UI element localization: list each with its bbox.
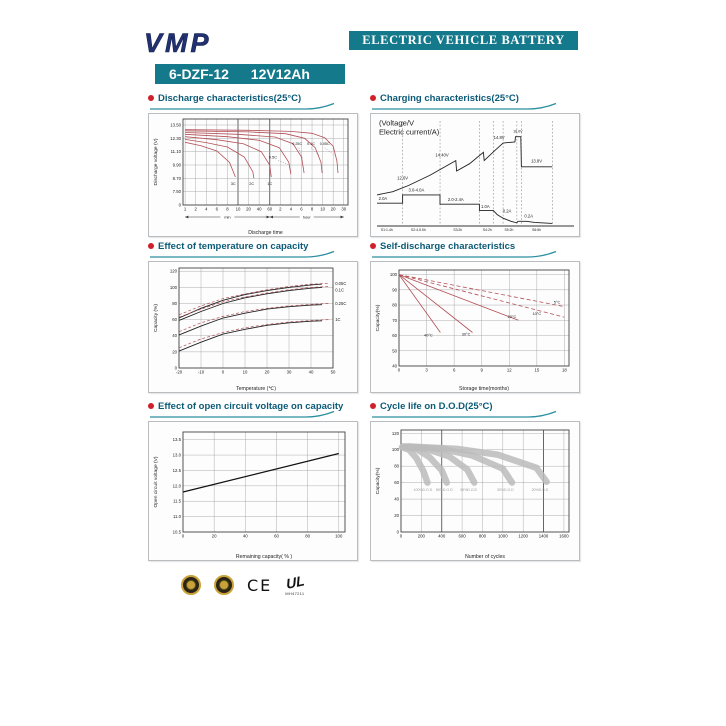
svg-text:20: 20 bbox=[330, 206, 336, 212]
svg-text:S5:2h: S5:2h bbox=[504, 228, 514, 232]
svg-text:80%D.O.D: 80%D.O.D bbox=[435, 487, 453, 492]
svg-text:3.0-4.0A: 3.0-4.0A bbox=[408, 187, 425, 193]
red-bullet-icon bbox=[148, 95, 154, 101]
svg-text:90: 90 bbox=[392, 287, 397, 293]
ce-mark-icon: CE bbox=[247, 575, 273, 595]
svg-text:100: 100 bbox=[389, 272, 397, 278]
certification-badges bbox=[181, 574, 304, 596]
section-header bbox=[148, 400, 358, 412]
iso-badge-2-icon bbox=[214, 575, 234, 595]
svg-text:1C: 1C bbox=[335, 317, 341, 323]
svg-text:10.5: 10.5 bbox=[172, 529, 181, 535]
svg-text:0: 0 bbox=[174, 365, 177, 371]
model-number: 6-DZF-12 bbox=[169, 66, 229, 82]
svg-text:0.05C: 0.05C bbox=[319, 142, 330, 146]
svg-text:0.1C: 0.1C bbox=[335, 287, 345, 293]
svg-text:1: 1 bbox=[183, 206, 187, 212]
svg-text:1600: 1600 bbox=[559, 533, 569, 539]
iso-badge-core-icon bbox=[219, 580, 229, 590]
svg-text:10°C: 10°C bbox=[532, 310, 542, 316]
panel-open-circuit-voltage bbox=[148, 400, 358, 561]
svg-text:60: 60 bbox=[267, 206, 273, 212]
svg-text:60: 60 bbox=[172, 317, 177, 323]
svg-text:9.90: 9.90 bbox=[172, 162, 181, 168]
svg-text:0: 0 bbox=[178, 202, 181, 208]
svg-text:12.6V: 12.6V bbox=[397, 175, 409, 181]
svg-text:30°C: 30°C bbox=[461, 331, 471, 337]
svg-text:0.05C: 0.05C bbox=[335, 280, 347, 286]
svg-text:13.8V: 13.8V bbox=[531, 158, 543, 164]
svg-text:S1:1-4h: S1:1-4h bbox=[380, 228, 393, 232]
chart-box bbox=[148, 113, 358, 237]
svg-text:5°C: 5°C bbox=[553, 299, 561, 305]
svg-text:100%D.O.D: 100%D.O.D bbox=[413, 487, 433, 492]
svg-text:11.10: 11.10 bbox=[170, 149, 181, 155]
svg-text:13.50: 13.50 bbox=[170, 122, 181, 128]
chart-box bbox=[148, 261, 358, 393]
svg-text:6: 6 bbox=[452, 367, 456, 373]
svg-text:(Voltage/V: (Voltage/V bbox=[378, 118, 415, 128]
iso-badge-icon bbox=[181, 575, 201, 595]
svg-text:60: 60 bbox=[394, 480, 399, 486]
svg-text:12: 12 bbox=[506, 367, 512, 373]
panel-temperature-capacity bbox=[148, 240, 358, 393]
svg-text:0.25C: 0.25C bbox=[292, 142, 303, 146]
svg-text:S4:2h: S4:2h bbox=[482, 228, 492, 232]
svg-text:Number of cycles: Number of cycles bbox=[464, 554, 506, 560]
svg-text:600: 600 bbox=[458, 533, 466, 539]
svg-text:13.5: 13.5 bbox=[172, 437, 181, 443]
section-title: Effect of temperature on capacity bbox=[158, 240, 309, 252]
svg-text:0: 0 bbox=[221, 369, 225, 375]
svg-text:20%D.O.D: 20%D.O.D bbox=[531, 487, 549, 492]
svg-text:0: 0 bbox=[397, 367, 401, 373]
svg-text:4: 4 bbox=[289, 206, 293, 212]
svg-text:40: 40 bbox=[256, 206, 262, 212]
svg-text:30: 30 bbox=[341, 206, 347, 212]
svg-text:7.50: 7.50 bbox=[172, 189, 181, 195]
ul-mark-wrap bbox=[285, 574, 304, 596]
svg-text:10: 10 bbox=[242, 369, 248, 375]
section-title: Discharge characteristics(25°C) bbox=[158, 92, 302, 104]
svg-text:60: 60 bbox=[274, 533, 279, 539]
svg-text:16.0V: 16.0V bbox=[513, 129, 523, 134]
svg-text:min: min bbox=[224, 214, 231, 220]
chart-box bbox=[148, 421, 358, 561]
svg-text:120: 120 bbox=[169, 268, 177, 274]
svg-text:0.1C: 0.1C bbox=[307, 142, 315, 146]
svg-text:0: 0 bbox=[399, 533, 403, 539]
chart-box bbox=[370, 261, 580, 393]
svg-text:Open circuit voltage (V): Open circuit voltage (V) bbox=[154, 456, 159, 508]
svg-text:50: 50 bbox=[392, 348, 397, 354]
svg-text:50%D.O.D: 50%D.O.D bbox=[460, 487, 478, 492]
section-title: Cycle life on D.O.D(25°C) bbox=[380, 400, 493, 412]
red-bullet-icon bbox=[148, 403, 154, 409]
svg-text:20: 20 bbox=[264, 369, 270, 375]
chart-box bbox=[370, 113, 580, 237]
svg-text:Storage time(months): Storage time(months) bbox=[459, 386, 509, 392]
svg-text:hour: hour bbox=[302, 214, 311, 220]
svg-text:0.25C: 0.25C bbox=[335, 301, 347, 307]
svg-text:2: 2 bbox=[279, 206, 282, 212]
svg-text:Capacity (%): Capacity (%) bbox=[154, 304, 159, 332]
svg-text:8: 8 bbox=[310, 206, 314, 212]
svg-text:12.5: 12.5 bbox=[172, 467, 181, 473]
open-circuit-voltage-chart bbox=[149, 422, 357, 560]
panel-self-discharge bbox=[370, 240, 580, 393]
svg-text:40: 40 bbox=[172, 333, 177, 339]
svg-text:1400: 1400 bbox=[538, 533, 549, 539]
panel-cycle-life bbox=[370, 400, 580, 561]
svg-text:Discharge voltage (V): Discharge voltage (V) bbox=[154, 138, 159, 186]
discharge-characteristics-chart bbox=[149, 114, 357, 236]
svg-text:80: 80 bbox=[172, 300, 177, 306]
red-bullet-icon bbox=[370, 243, 376, 249]
svg-text:8.70: 8.70 bbox=[172, 175, 181, 181]
svg-text:1C: 1C bbox=[267, 181, 273, 186]
svg-text:-10: -10 bbox=[197, 369, 205, 375]
svg-text:40: 40 bbox=[308, 369, 314, 375]
svg-text:6: 6 bbox=[215, 206, 219, 212]
svg-text:0.2A: 0.2A bbox=[502, 208, 512, 214]
cycle-life-chart bbox=[371, 422, 579, 560]
svg-text:1.0A: 1.0A bbox=[481, 203, 490, 209]
svg-text:12.0: 12.0 bbox=[172, 483, 181, 489]
svg-text:13.0: 13.0 bbox=[172, 452, 181, 458]
svg-text:Discharge time: Discharge time bbox=[248, 230, 283, 236]
svg-text:0: 0 bbox=[396, 529, 399, 535]
svg-text:20°C: 20°C bbox=[507, 314, 517, 319]
svg-text:10: 10 bbox=[235, 206, 241, 212]
svg-text:120: 120 bbox=[391, 430, 399, 436]
svg-text:400: 400 bbox=[438, 533, 446, 539]
svg-text:3: 3 bbox=[425, 367, 428, 373]
svg-text:30: 30 bbox=[286, 369, 292, 375]
svg-text:Remaining capacity( % ): Remaining capacity( % ) bbox=[235, 554, 293, 560]
svg-text:Capacity(%): Capacity(%) bbox=[376, 467, 381, 495]
svg-text:80: 80 bbox=[392, 302, 397, 308]
self-discharge-chart bbox=[371, 262, 579, 392]
svg-text:-20: -20 bbox=[175, 369, 183, 375]
svg-text:0.2A: 0.2A bbox=[524, 213, 534, 219]
svg-text:10: 10 bbox=[320, 206, 326, 212]
svg-text:800: 800 bbox=[478, 533, 487, 539]
svg-text:3C: 3C bbox=[230, 181, 236, 186]
red-bullet-icon bbox=[370, 403, 376, 409]
svg-text:40°C: 40°C bbox=[424, 332, 433, 338]
svg-text:Electric current/A): Electric current/A) bbox=[378, 127, 440, 137]
panel-discharge-characteristics bbox=[148, 92, 358, 237]
svg-text:20: 20 bbox=[246, 206, 251, 212]
svg-text:2.0A: 2.0A bbox=[378, 196, 388, 202]
svg-text:Capacity(%): Capacity(%) bbox=[376, 304, 381, 332]
svg-text:40: 40 bbox=[242, 533, 248, 539]
svg-text:14.8V: 14.8V bbox=[493, 134, 505, 140]
chart-box bbox=[370, 421, 580, 561]
temperature-capacity-chart bbox=[149, 262, 357, 392]
red-bullet-icon bbox=[148, 243, 154, 249]
page-banner: ELECTRIC VEHICLE BATTERY bbox=[349, 31, 578, 50]
svg-text:70: 70 bbox=[392, 317, 397, 323]
svg-text:S2:4-5.5h: S2:4-5.5h bbox=[411, 228, 426, 232]
section-title: Effect of open circuit voltage on capacity bbox=[158, 400, 344, 412]
svg-text:30%D.O.D: 30%D.O.D bbox=[496, 487, 514, 492]
svg-text:2.0-2.4A: 2.0-2.4A bbox=[447, 197, 464, 203]
svg-text:18: 18 bbox=[562, 367, 567, 373]
svg-text:15: 15 bbox=[534, 367, 540, 373]
svg-text:20: 20 bbox=[211, 533, 217, 539]
svg-text:20: 20 bbox=[394, 513, 399, 519]
svg-text:80: 80 bbox=[305, 533, 311, 539]
svg-text:14.40V: 14.40V bbox=[435, 152, 449, 158]
svg-text:9: 9 bbox=[480, 367, 483, 373]
ul-mark-icon: UL bbox=[284, 572, 305, 592]
svg-text:80: 80 bbox=[394, 463, 399, 469]
model-bar bbox=[155, 64, 345, 84]
svg-text:4: 4 bbox=[205, 206, 208, 212]
panel-charging-characteristics bbox=[370, 92, 580, 237]
svg-text:S6:6h: S6:6h bbox=[532, 228, 542, 232]
svg-text:100: 100 bbox=[391, 447, 399, 453]
svg-text:8: 8 bbox=[226, 206, 229, 212]
svg-text:1000: 1000 bbox=[498, 533, 508, 539]
svg-text:11.0: 11.0 bbox=[172, 514, 181, 520]
svg-text:6: 6 bbox=[300, 206, 303, 212]
model-rating: 12V12Ah bbox=[250, 66, 310, 82]
svg-text:0: 0 bbox=[181, 533, 185, 539]
section-title: Charging characteristics(25°C) bbox=[380, 92, 519, 104]
section-title: Self-discharge characteristics bbox=[380, 240, 516, 252]
svg-text:100: 100 bbox=[169, 284, 177, 290]
svg-text:2C: 2C bbox=[249, 181, 255, 186]
svg-text:40: 40 bbox=[394, 496, 399, 502]
ul-file-number: MH47211 bbox=[285, 591, 305, 596]
svg-text:11.5: 11.5 bbox=[172, 498, 181, 504]
svg-text:0.5C: 0.5C bbox=[268, 154, 278, 160]
svg-text:100: 100 bbox=[335, 533, 343, 539]
svg-text:1200: 1200 bbox=[518, 533, 528, 539]
svg-text:S3:2h: S3:2h bbox=[453, 228, 463, 232]
svg-text:40: 40 bbox=[392, 363, 397, 369]
svg-text:50: 50 bbox=[330, 369, 336, 375]
svg-text:2: 2 bbox=[194, 206, 197, 212]
vmp-logo: VMP bbox=[144, 28, 212, 58]
svg-text:200: 200 bbox=[417, 533, 425, 539]
red-bullet-icon bbox=[370, 95, 376, 101]
svg-text:20: 20 bbox=[172, 349, 177, 355]
svg-text:12.30: 12.30 bbox=[170, 135, 181, 141]
iso-badge-core-icon bbox=[186, 580, 196, 590]
svg-text:Temperature (℃): Temperature (℃) bbox=[236, 386, 276, 392]
svg-text:60: 60 bbox=[392, 333, 397, 339]
charging-characteristics-chart bbox=[371, 114, 579, 236]
